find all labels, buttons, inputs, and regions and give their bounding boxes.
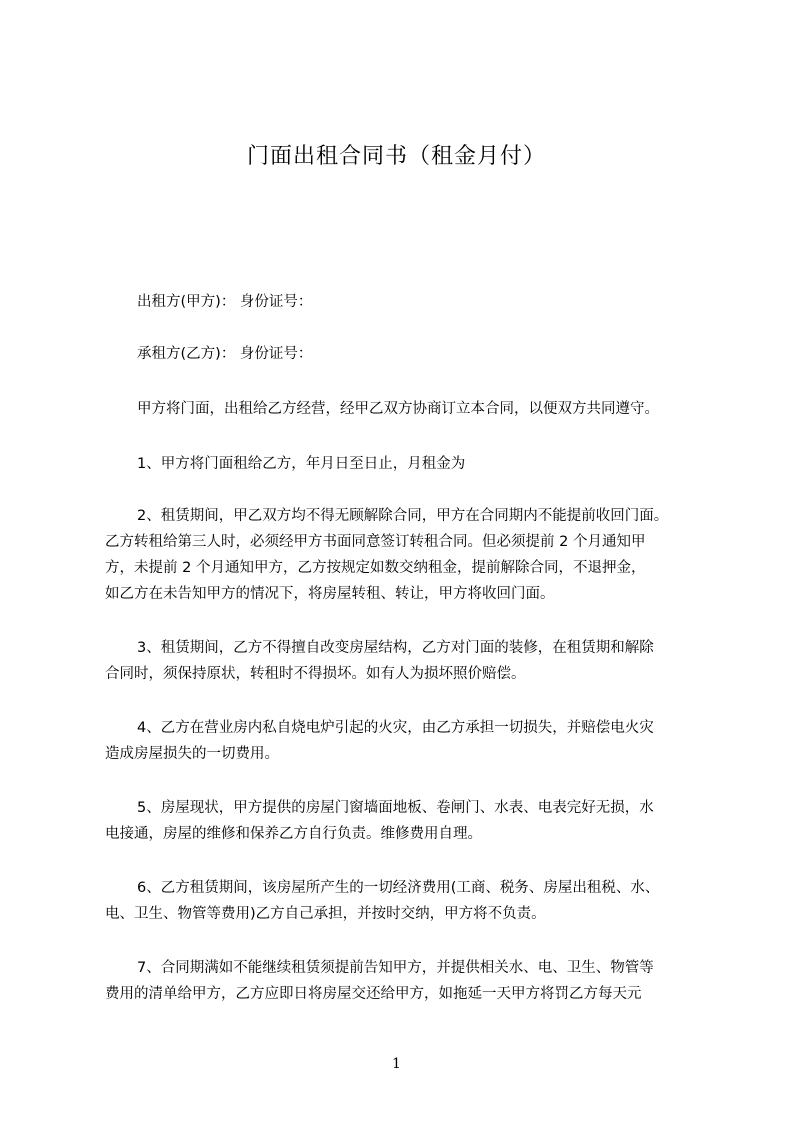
clause-5-line-1: 5、房屋现状，甲方提供的房屋门窗墙面地板、卷闸门、水表、电表完好无损，水 <box>137 800 654 816</box>
lessee-line: 承租方(乙方)： 身份证号： <box>137 346 313 362</box>
clause-7-line-2: 费用的清单给甲方，乙方应即日将房屋交还给甲方，如拖延一天甲方将罚乙方每天元 <box>105 986 642 1002</box>
clause-4-line-2: 造成房屋损失的一切费用。 <box>105 746 279 762</box>
clause-1-line-1: 1、甲方将门面租给乙方，年月日至日止，月租金为 <box>137 456 466 472</box>
page-number: 1 <box>392 1056 401 1072</box>
document-title: 门面出租合同书（租金月付） <box>246 144 546 169</box>
clause-2-line-4: 如乙方在未告知甲方的情况下，将房屋转租、转让，甲方将收回门面。 <box>105 586 555 602</box>
clause-2-line-1: 2、租赁期间，甲乙双方均不得无顾解除合同，甲方在合同期内不能提前收回门面。 <box>137 508 669 524</box>
clause-6-line-1: 6、乙方租赁期间，该房屋所产生的一切经济费用(工商、税务、房屋出租税、水、 <box>137 880 660 896</box>
clause-3-line-2: 合同时，须保持原状，转租时不得损坏。如有人为损坏照价赔偿。 <box>105 666 526 682</box>
clause-4-line-1: 4、乙方在营业房内私自烧电炉引起的火灾，由乙方承担一切损失，并赔偿电火灾 <box>137 720 654 736</box>
lessor-line: 出租方(甲方)： 身份证号： <box>137 294 313 310</box>
clause-7-line-1: 7、合同期满如不能继续租赁须提前告知甲方，并提供相关水、电、卫生、物管等 <box>137 960 654 976</box>
clause-2-line-3: 方，未提前 2 个月通知甲方，乙方按规定如数交纳租金，提前解除合同，不退押金， <box>105 560 646 576</box>
preamble-text: 甲方将门面，出租给乙方经营，经甲乙双方协商订立本合同，以便双方共同遵守。 <box>137 401 659 417</box>
clause-2-line-2: 乙方转租给第三人时，必须经甲方书面同意签订转租合同。但必须提前 2 个月通知甲 <box>105 534 646 550</box>
clause-5-line-2: 电接通，房屋的维修和保养乙方自行负责。维修费用自理。 <box>105 826 482 842</box>
clause-6-line-2: 电、卫生、物管等费用)乙方自己承担，并按时交纳，甲方将不负责。 <box>105 906 546 922</box>
clause-3-line-1: 3、租赁期间，乙方不得擅自改变房屋结构，乙方对门面的装修，在租赁期和解除 <box>137 640 654 656</box>
